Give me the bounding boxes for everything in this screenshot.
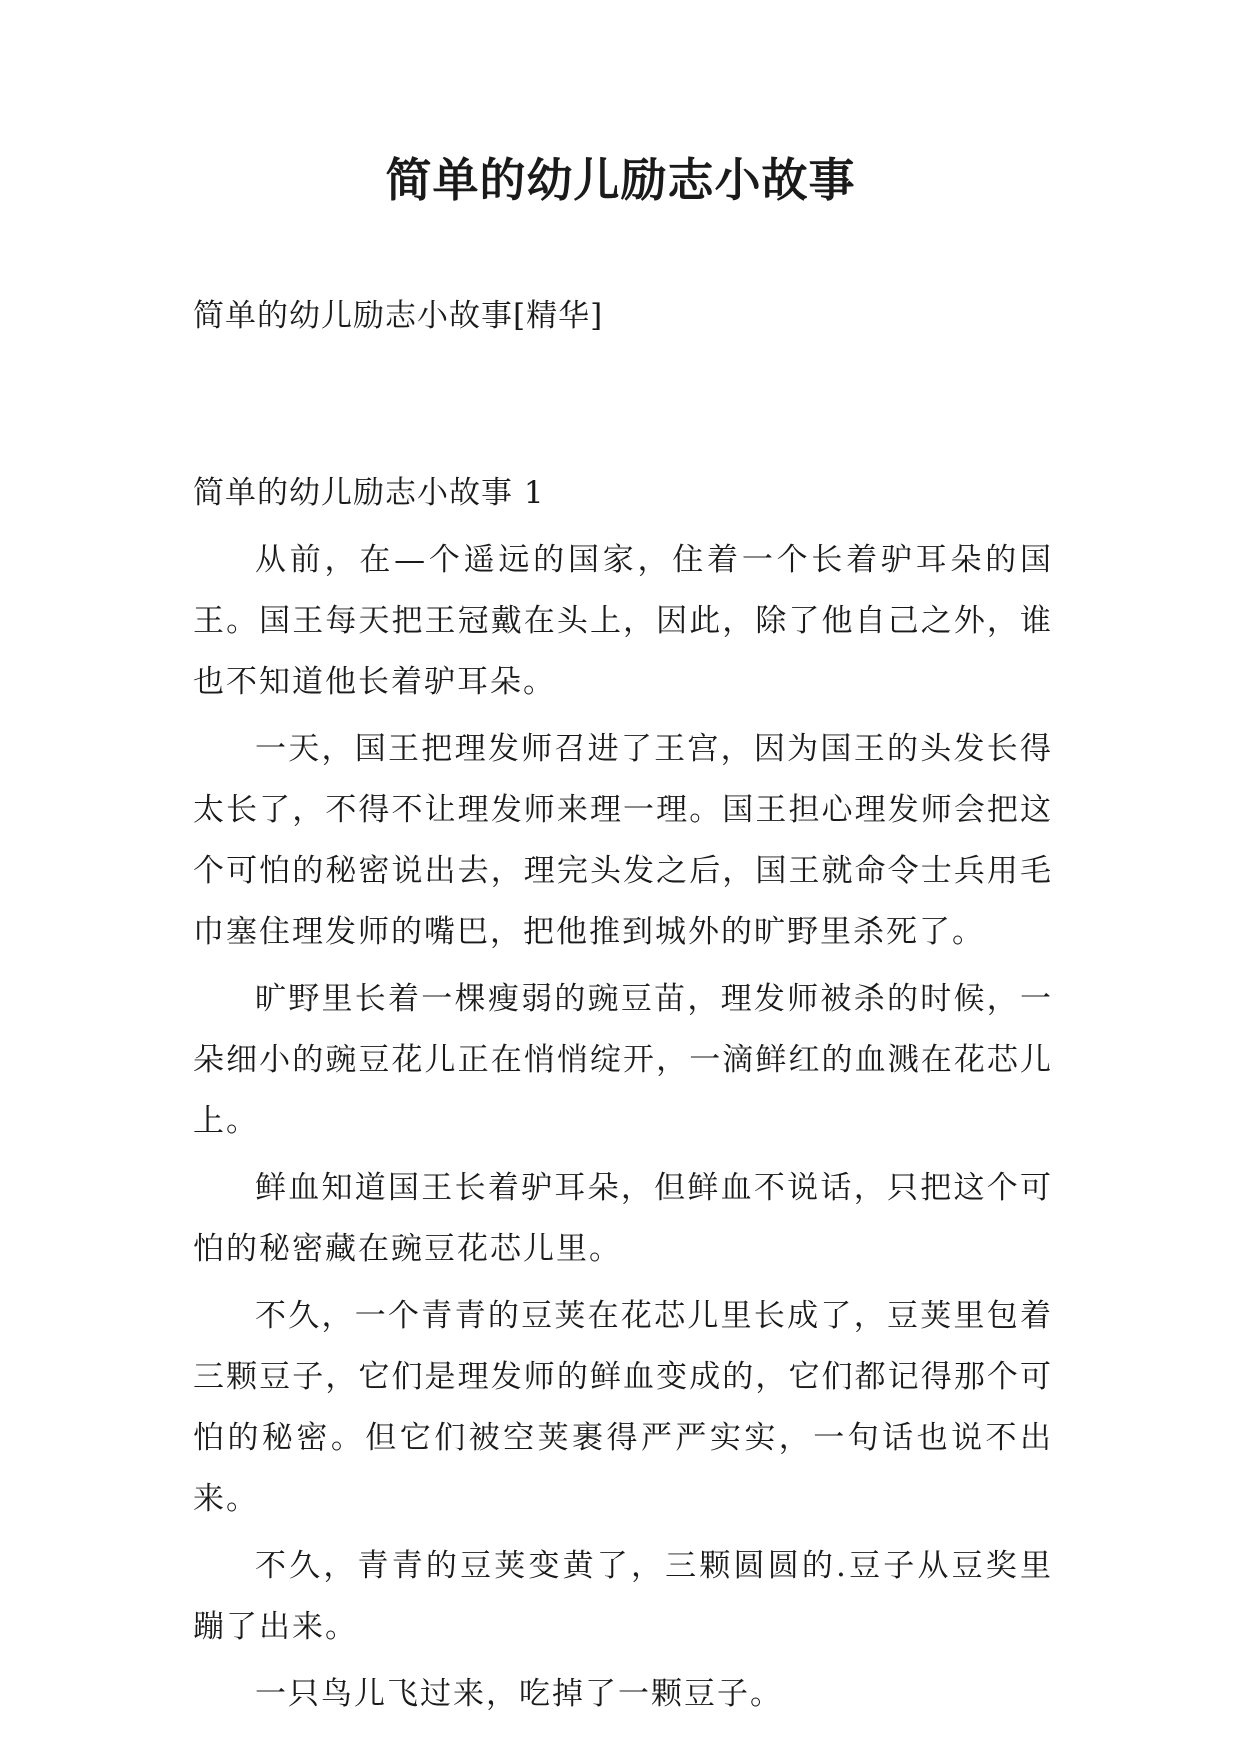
- paragraph: 不久，青青的豆荚变黄了，三颗圆圆的.豆子从豆奖里蹦了出来。: [193, 1548, 1053, 1645]
- paragraph: 不久，一个青青的豆荚在花芯儿里长成了，豆荚里包着三颗豆子，它们是理发师的鲜血变成的，它们都记得那个可怕的秘密。但它们被空荚裹得严严实实，一句话也说不出来。: [193, 1298, 1053, 1517]
- paragraph: 一只鸟儿飞过来，吃掉了一颗豆子。: [255, 1676, 783, 1712]
- document-title: 简单的幼儿励志小故事: [385, 153, 856, 207]
- paragraph: 一天，国王把理发师召进了王宫，因为国王的头发长得太长了，不得不让理发师来理一理。国王担心理发师会把这个可怕的秘密说出去，理完头发之后，国王就命令士兵用毛巾塞住理发师的嘴巴，把他推到城外的旷野里杀死了。: [193, 731, 1053, 950]
- story-heading: 简单的幼儿励志小故事 1: [193, 475, 545, 511]
- paragraph: 从前，在—个遥远的国家，住着一个长着驴耳朵的国王。国王每天把王冠戴在头上，因此，除了他自己之外，谁也不知道他长着驴耳朵。: [193, 542, 1053, 700]
- paragraph: 旷野里长着一棵瘦弱的豌豆苗，理发师被杀的时候，一朵细小的豌豆花儿正在悄悄绽开，一滴鲜红的血溅在花芯儿上。: [193, 981, 1053, 1139]
- story-body: [193, 530, 1053, 1731]
- document-subtitle: 简单的幼儿励志小故事[精华]: [193, 298, 604, 334]
- paragraph: 鲜血知道国王长着驴耳朵，但鲜血不说话，只把这个可怕的秘密藏在豌豆花芯儿里。: [193, 1170, 1053, 1267]
